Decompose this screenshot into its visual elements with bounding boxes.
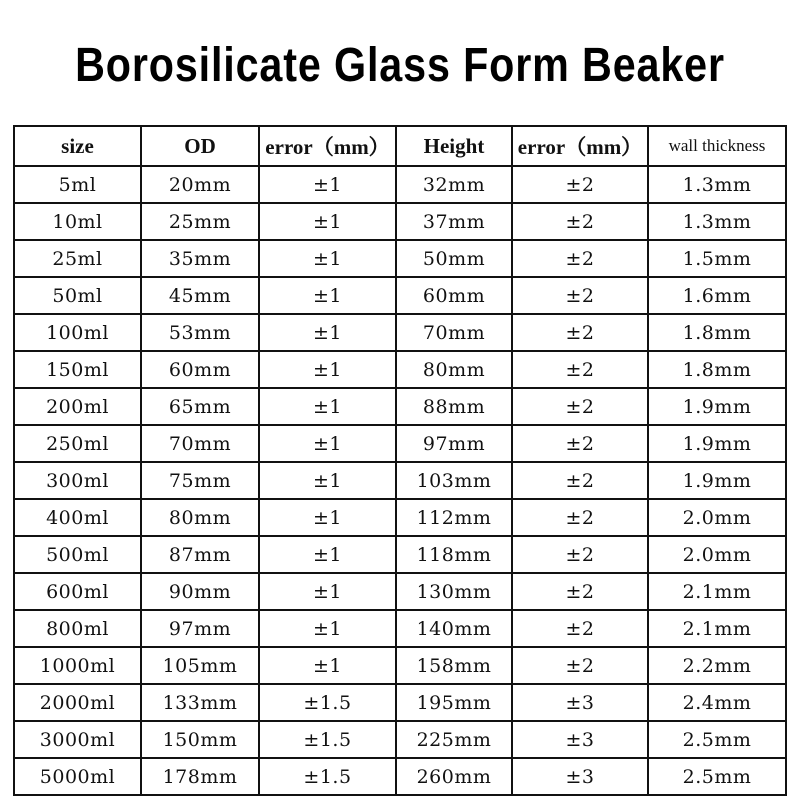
cell-height: 225mm [396,721,512,758]
cell-wall-thickness: 2.0mm [648,499,786,536]
cell-wall-thickness: 1.9mm [648,462,786,499]
header-height: Height [396,126,512,166]
cell-height: 80mm [396,351,512,388]
cell-wall-thickness: 2.5mm [648,758,786,795]
table-row [14,314,786,351]
cell-height-error: ±3 [512,758,648,795]
cell-size: 800ml [14,610,141,647]
cell-od: 133mm [141,684,259,721]
cell-height-error: ±2 [512,647,648,684]
cell-size: 5000ml [14,758,141,795]
cell-od-error: ±1 [259,314,396,351]
cell-wall-thickness: 2.1mm [648,573,786,610]
cell-height: 103mm [396,462,512,499]
table-row [14,388,786,425]
cell-height-error: ±2 [512,425,648,462]
cell-height-error: ±2 [512,462,648,499]
cell-wall-thickness: 1.5mm [648,240,786,277]
cell-size: 300ml [14,462,141,499]
cell-height: 112mm [396,499,512,536]
cell-size: 2000ml [14,684,141,721]
header-height-error: error（mm） [512,126,648,166]
cell-size: 200ml [14,388,141,425]
cell-height: 60mm [396,277,512,314]
cell-od-error: ±1.5 [259,721,396,758]
table-row [14,351,786,388]
cell-size: 10ml [14,203,141,240]
cell-size: 600ml [14,573,141,610]
cell-height-error: ±2 [512,573,648,610]
table-header-row [14,126,786,166]
cell-wall-thickness: 1.8mm [648,314,786,351]
cell-wall-thickness: 2.1mm [648,610,786,647]
cell-od-error: ±1 [259,462,396,499]
cell-od: 35mm [141,240,259,277]
cell-od-error: ±1 [259,425,396,462]
cell-size: 400ml [14,499,141,536]
cell-height: 70mm [396,314,512,351]
cell-od: 45mm [141,277,259,314]
cell-size: 3000ml [14,721,141,758]
cell-height: 130mm [396,573,512,610]
page-title: Borosilicate Glass Form Beaker [75,39,725,92]
cell-od: 60mm [141,351,259,388]
cell-od: 25mm [141,203,259,240]
cell-od: 70mm [141,425,259,462]
cell-od-error: ±1 [259,573,396,610]
cell-od: 90mm [141,573,259,610]
cell-od-error: ±1 [259,166,396,203]
cell-height: 37mm [396,203,512,240]
table-row [14,166,786,203]
cell-wall-thickness: 2.2mm [648,647,786,684]
cell-height-error: ±2 [512,388,648,425]
cell-size: 25ml [14,240,141,277]
cell-od: 105mm [141,647,259,684]
header-size: size [14,126,141,166]
cell-od: 65mm [141,388,259,425]
cell-height: 140mm [396,610,512,647]
table-row [14,721,786,758]
cell-height: 97mm [396,425,512,462]
table-row [14,203,786,240]
cell-od-error: ±1 [259,499,396,536]
cell-height-error: ±2 [512,314,648,351]
header-od: OD [141,126,259,166]
cell-wall-thickness: 2.4mm [648,684,786,721]
cell-height-error: ±2 [512,166,648,203]
cell-height: 118mm [396,536,512,573]
cell-height-error: ±2 [512,277,648,314]
cell-od-error: ±1.5 [259,684,396,721]
cell-size: 150ml [14,351,141,388]
table-row [14,536,786,573]
table-row [14,462,786,499]
cell-height: 50mm [396,240,512,277]
cell-wall-thickness: 1.3mm [648,203,786,240]
cell-height-error: ±3 [512,684,648,721]
cell-size: 50ml [14,277,141,314]
cell-height: 195mm [396,684,512,721]
table-row [14,240,786,277]
header-wall-thickness: wall thickness [648,126,786,166]
cell-wall-thickness: 1.6mm [648,277,786,314]
cell-height-error: ±2 [512,536,648,573]
cell-od: 20mm [141,166,259,203]
table-row [14,610,786,647]
cell-od: 178mm [141,758,259,795]
cell-height: 260mm [396,758,512,795]
table-row [14,647,786,684]
beaker-spec-table [13,125,787,796]
cell-height-error: ±2 [512,203,648,240]
cell-height-error: ±2 [512,351,648,388]
cell-height: 88mm [396,388,512,425]
cell-od: 150mm [141,721,259,758]
cell-od-error: ±1 [259,203,396,240]
table-row [14,758,786,795]
cell-od-error: ±1.5 [259,758,396,795]
table-row [14,573,786,610]
cell-wall-thickness: 1.3mm [648,166,786,203]
cell-height-error: ±2 [512,610,648,647]
cell-od-error: ±1 [259,277,396,314]
cell-od-error: ±1 [259,351,396,388]
cell-size: 1000ml [14,647,141,684]
table-body [14,166,786,795]
cell-wall-thickness: 2.0mm [648,536,786,573]
cell-size: 500ml [14,536,141,573]
cell-height-error: ±3 [512,721,648,758]
cell-od: 87mm [141,536,259,573]
cell-od-error: ±1 [259,388,396,425]
cell-height-error: ±2 [512,240,648,277]
cell-size: 5ml [14,166,141,203]
cell-wall-thickness: 2.5mm [648,721,786,758]
table-row [14,499,786,536]
table-row [14,684,786,721]
cell-size: 100ml [14,314,141,351]
cell-height: 32mm [396,166,512,203]
cell-od-error: ±1 [259,610,396,647]
cell-wall-thickness: 1.9mm [648,388,786,425]
cell-od: 80mm [141,499,259,536]
cell-wall-thickness: 1.8mm [648,351,786,388]
cell-od-error: ±1 [259,536,396,573]
cell-od: 97mm [141,610,259,647]
cell-height: 158mm [396,647,512,684]
cell-od-error: ±1 [259,240,396,277]
cell-size: 250ml [14,425,141,462]
cell-wall-thickness: 1.9mm [648,425,786,462]
table-row [14,425,786,462]
cell-od: 75mm [141,462,259,499]
cell-od: 53mm [141,314,259,351]
cell-od-error: ±1 [259,647,396,684]
cell-height-error: ±2 [512,499,648,536]
header-od-error: error（mm） [259,126,396,166]
table-row [14,277,786,314]
